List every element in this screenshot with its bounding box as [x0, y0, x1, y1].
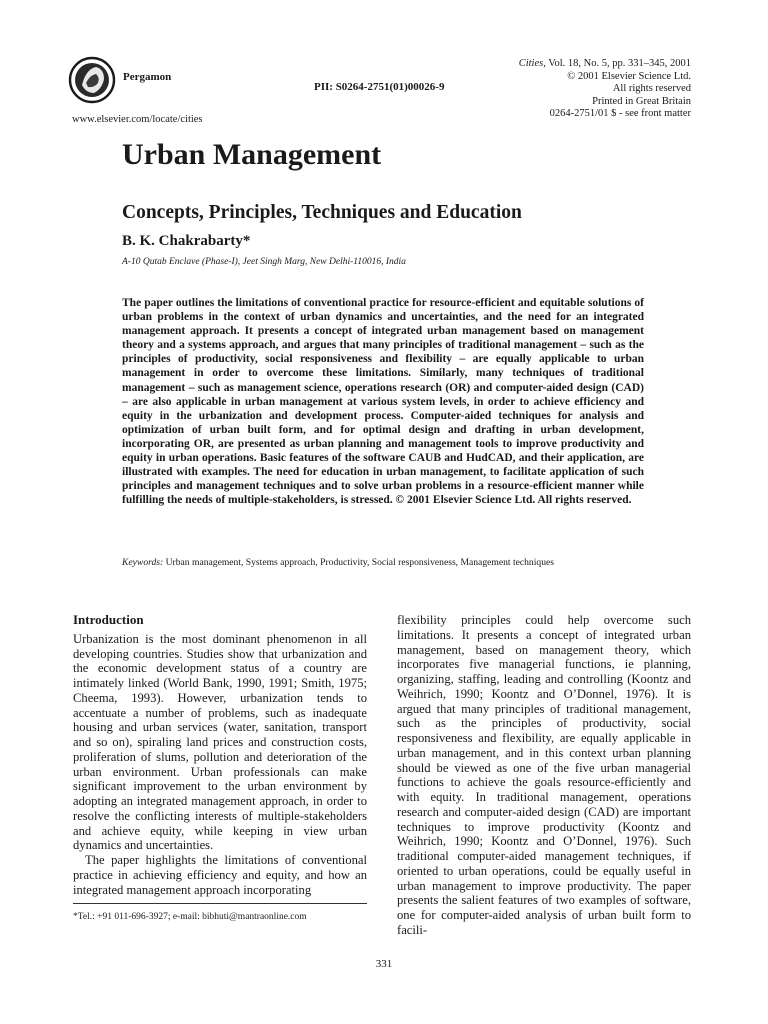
- keywords-line: [122, 557, 554, 568]
- author-name: B. K. Chakrabarty*: [122, 233, 251, 249]
- section-heading-introduction: Introduction: [73, 612, 144, 627]
- author-footnote: *Tel.: +91 011-696-3927; e-mail: bibhuti@mantraonline.com: [73, 912, 307, 922]
- copyright-line: © 2001 Elsevier Science Ltd.: [567, 70, 691, 82]
- article-subtitle: Concepts, Principles, Techniques and Education: [122, 202, 522, 223]
- footnote-divider: [73, 903, 367, 904]
- left-column: [73, 613, 367, 897]
- body-paragraph: The paper highlights the limitations of conventional practice in achieving efficiency and equity, and how an integrated management approach incorporating: [73, 853, 367, 897]
- abstract: The paper outlines the limitations of conventional practice for resource-efficient and equitable solutions of urban problems in the context of urban dynamics and uncertainties, and the need for an integrated management approach. It presents a concept of integrated urban management based on management theory and a systems approach, and argues that many principles of traditional management – such as the principles of productivity, social responsiveness and flexibility – are equally applicable to urban management in order to overcome these limitations. Similarly, many techniques of traditional management – such as management science, operations research (OR) and computer-aided design (CAD) – are also applicable in urban management at various system levels, in order to achieve efficiency and equity in the urbanization and development process. Computer-aided techniques for analysis and optimization of urban built form, and for optimal design and drafting in urban development, incorporating OR, are presented as urban planning and management tools to improve productivity and equity in urban operations. Basic features of the software CAUB and HudCAD, and their application, are illustrated with examples. The need for education in urban management, to facilitate application of such principles and management techniques and to solve urban problems in a resource-efficient manner while fulfilling the needs of multiple-stakeholders, is stressed. © 2001 Elsevier Science Ltd. All rights reserved.: [122, 297, 644, 507]
- citation-line: [519, 58, 691, 71]
- keywords-label: Keywords:: [122, 557, 164, 568]
- issn-line: 0264-2751/01 $ - see front matter: [549, 108, 691, 120]
- pergamon-logo: [68, 55, 116, 105]
- printed-line: Printed in Great Britain: [592, 95, 691, 107]
- rights-line: All rights reserved: [612, 83, 691, 95]
- journal-name: Cities,: [518, 58, 546, 69]
- pii-identifier: PII: S0264-2751(01)00026-9: [314, 81, 445, 93]
- page-number: 331: [375, 958, 393, 970]
- body-paragraph: flexibility principles could help overcome such limitations. It presents a concept of integrated urban management, based on management theory, which incorporates five managerial functions, ie planning, organizing, staffing, leading and controlling (Koontz and Weihrich, 1990; Koontz and O’Donnel, 1976). It is argued that many principles of traditional management, such as the principles of productivity, social responsiveness and flexibility, are equally applicable in urban management, and in this context urban planning should be viewed as one of the five urban managerial functions to achieve the goals resource-efficiently and with equity. In traditional management, operations research and computer-aided design (CAD) are important techniques to improve productivity (Koontz and Weihrich, 1990; Koontz and O’Donnel, 1976). Such traditional computer-aided management techniques, if oriented to urban operations, could be equally useful in urban management to improve productivity. The paper presents the salient features of two examples of software, one for computer-aided analysis of urban built form to facili-: [397, 613, 691, 937]
- journal-website-link[interactable]: www.elsevier.com/locate/cities: [72, 114, 203, 125]
- volume-info: Vol. 18, No. 5, pp. 331–345, 2001: [545, 58, 691, 69]
- citation-block: [519, 58, 691, 121]
- body-paragraph: Urbanization is the most dominant phenomenon in all developing countries. Studies show that urbanization and the economic development status of a country are intimately linked (World Bank, 1990, 1991; Smith, 1975; Cheema, 1993). However, urbanization tends to accentuate a number of problems, such as inadequate housing and urban services (water, sanitation, transport and so on), spiraling land prices and construction costs, proliferation of slums, pollution and deterioration of the urban environment. Urban professionals can make significant improvement to the urban environment by adopting an integrated management approach, in order to resolve the conflicting interests of multiple-stakeholders and achieve equity, while keeping in view urban dynamics and uncertainties.: [73, 631, 367, 853]
- right-column: [397, 613, 691, 938]
- article-title: Urban Management: [122, 138, 382, 171]
- publisher-name: Pergamon: [123, 71, 172, 83]
- author-affiliation: A-10 Qutab Enclave (Phase-I), Jeet Singh Marg, New Delhi-110016, India: [122, 257, 406, 267]
- keywords-list: Urban management, Systems approach, Productivity, Social responsiveness, Management techniques: [163, 557, 554, 568]
